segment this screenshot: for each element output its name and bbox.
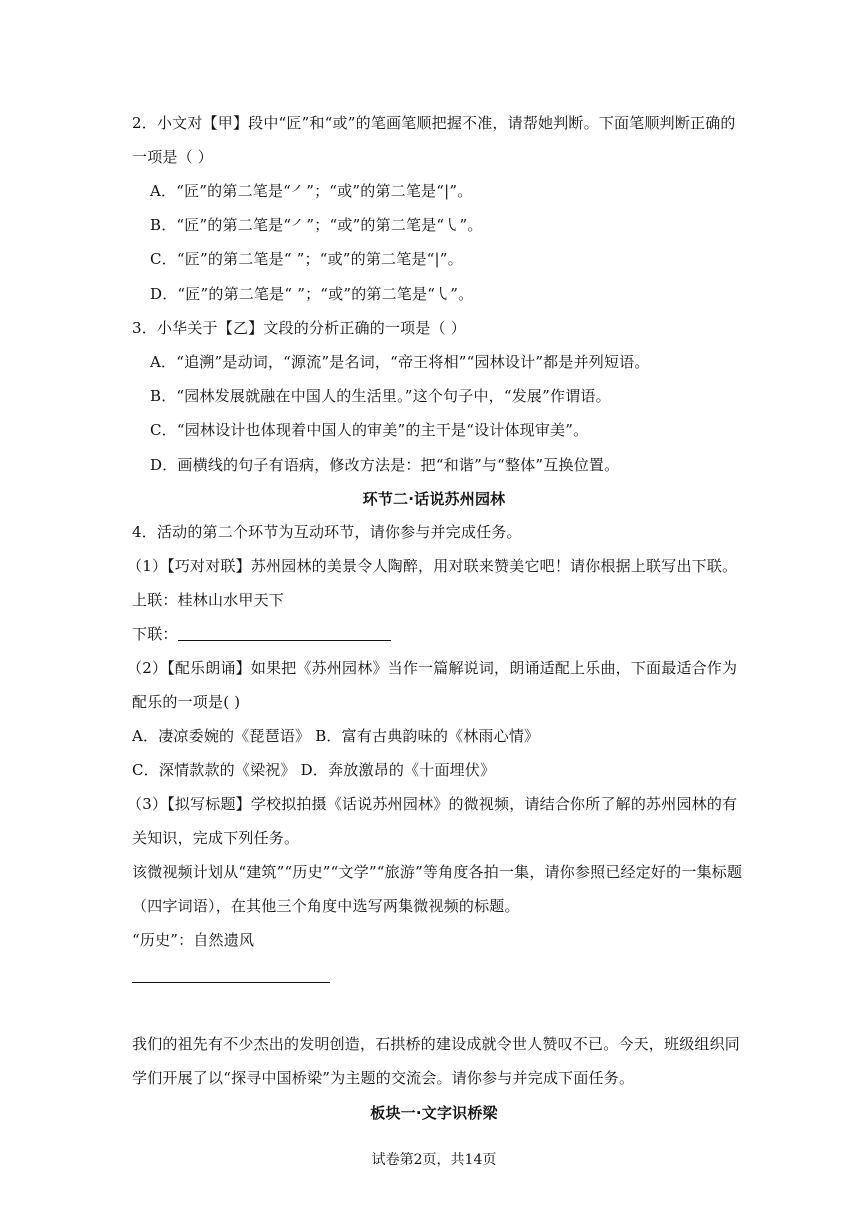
title-answer-line[interactable] [132,982,330,983]
q2-stem-line2: 一项是（ ） [132,148,213,166]
q2-stem-line1: 2．小文对【甲】段中“匠”和“或”的笔画笔顺把握不准，请帮她判断。下面笔顺判断正确的 [132,114,736,132]
q4-part3-line3: 该微视频计划从“建筑”“历史”“文学”“旅游”等角度各拍一集，请你参照已经定好的一集标题 [132,863,743,881]
q4-part3-example: “历史”：自然遗风 [132,931,255,949]
intro-paragraph-line2: 学们开展了以“探寻中国桥梁”为主题的交流会。请你参与并完成下面任务。 [132,1069,635,1087]
q4-stem: 4．活动的第二个环节为互动环节，请你参与并完成任务。 [132,523,522,541]
bridge-section-title: 板块一·文字识桥梁 [370,1104,498,1122]
q4-lower-couplet-label: 下联： [132,625,178,643]
q4-part3-line2: 关知识，完成下列任务。 [132,829,300,847]
q3-option-d: D．画横线的句子有语病，修改方法是：把“和谐”与“整体”互换位置。 [150,456,620,474]
q4-part2-options-cd: C．深情款款的《梁祝》 D．奔放激昂的《十面埋伏》 [132,761,496,779]
q3-option-a: A．“追溯”是动词，“源流”是名词，“帝王将相”“园林设计”都是并列短语。 [150,353,650,371]
q4-part3-line4: （四字词语），在其他三个角度中选写两集微视频的标题。 [132,897,520,915]
q2-option-b: B．“匠”的第二笔是“㇒”；“或”的第二笔是“㇂”。 [150,216,483,234]
q2-option-d: D．“匠”的第二笔是“ ”；“或”的第二笔是“㇂”。 [150,285,474,303]
section2-title: 环节二·话说苏州园林 [362,490,506,508]
lower-couplet-answer-line[interactable] [178,640,391,641]
q4-part3-line1: （3）【拟写标题】学校拟拍摄《话说苏州园林》的微视频，请结合你所了解的苏州园林的有 [127,795,738,813]
q3-stem: 3．小华关于【乙】文段的分析正确的一项是（ ） [132,319,466,337]
page-footer: 试卷第2页，共14页 [371,1152,497,1168]
q4-part2-options-ab: A．凄凉委婉的《琵琶语》 B．富有古典韵味的《林雨心情》 [132,727,540,745]
q3-option-b: B．“园林发展就融在中国人的生活里。”这个句子中，“发展”作谓语。 [150,387,611,405]
q3-option-c: C．“园林设计也体现着中国人的审美”的主干是“设计体现审美”。 [150,421,589,439]
intro-paragraph-line1: 我们的祖先有不少杰出的发明创造，石拱桥的建设成就令世人赞叹不已。今天，班级组织同 [132,1035,741,1053]
q4-upper-couplet: 上联：桂林山水甲天下 [132,591,285,609]
q2-option-c: C．“匠”的第二笔是“ ”；“或”的第二笔是“|”。 [150,250,463,268]
q4-part1: （1）【巧对对联】苏州园林的美景令人陶醉，用对联来赞美它吧！请你根据上联写出下联。 [127,557,738,575]
q4-part2-line2: 配乐的一项是( ) [132,693,241,711]
q2-option-a: A．“匠”的第二笔是“㇒”；“或”的第二笔是“|”。 [150,182,473,200]
q4-part2-line1: （2）【配乐朗诵】如果把《苏州园林》当作一篇解说词，朗诵适配上乐曲，下面最适合作为 [127,659,738,677]
